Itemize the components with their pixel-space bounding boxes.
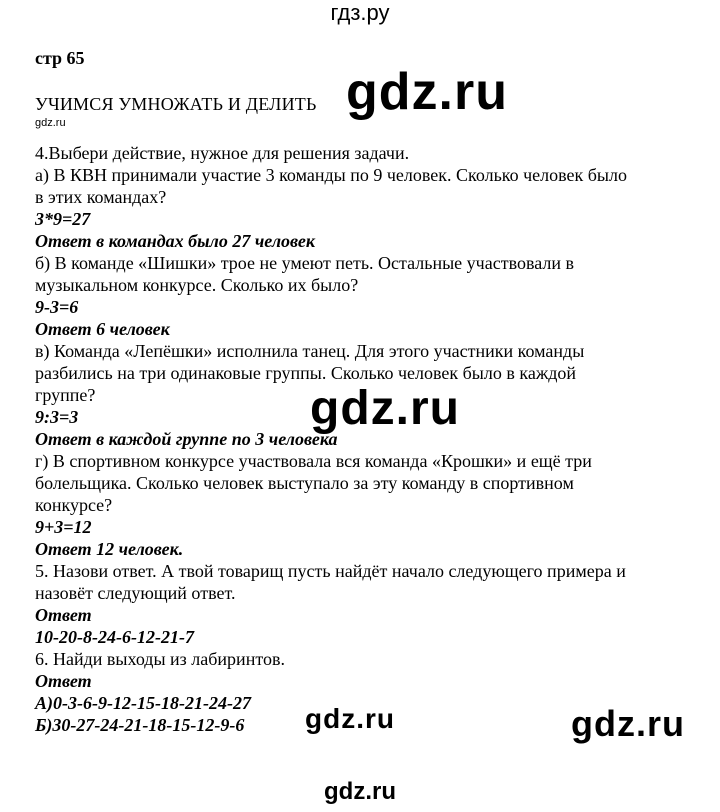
task4a-answer: Ответ в командах было 27 человек (35, 231, 315, 251)
task6-question: 6. Найди выходы из лабиринтов. (35, 649, 285, 669)
task4g-question: г) В спортивном конкурсе участвовала вся команда «Крошки» и ещё три (35, 451, 592, 471)
task4b-solution: 9-3=6 (35, 297, 79, 317)
task6-answer-b: Б)30-27-24-21-18-15-12-9-6 (35, 715, 245, 735)
task6-answer-a: А)0-3-6-9-12-15-18-21-24-27 (35, 693, 251, 713)
watermark-logo-middle: gdz.ru (310, 382, 460, 435)
watermark-logo-bottom-left: gdz.ru (305, 703, 395, 734)
task4b-question-cont: музыкальном конкурсе. Сколько их было? (35, 275, 359, 295)
task4v-answer: Ответ в каждой группе по 3 человека (35, 429, 338, 449)
watermark-logo-bottom-right: gdz.ru (571, 703, 685, 744)
task4g-answer: Ответ 12 человек. (35, 539, 184, 559)
task4a-solution: 3*9=27 (35, 209, 91, 229)
task4g-question-cont: болельщика. Сколько человек выступало за эту команду в спортивном (35, 473, 574, 493)
watermark-logo: gdz.ru (346, 63, 508, 121)
task5-answer: 10-20-8-24-6-12-21-7 (35, 627, 194, 647)
task4g-solution: 9+3=12 (35, 517, 92, 537)
section-title: УЧИМСЯ УМНОЖАТЬ И ДЕЛИТЬ (35, 94, 317, 114)
task4b-question: б) В команде «Шишки» трое не умеют петь. Остальные участвовали в (35, 253, 574, 273)
site-footer: gdz.ru (324, 778, 396, 805)
task5-answer-label: Ответ (35, 605, 92, 625)
site-header: гдз.ру (330, 0, 390, 25)
task5-question: 5. Назови ответ. А твой товарищ пусть найдёт начало следующего примера и (35, 561, 626, 581)
task4b-answer: Ответ 6 человек (35, 319, 170, 339)
task4-heading: 4.Выбери действие, нужное для решения задачи. (35, 143, 410, 163)
watermark-small: gdz.ru (35, 117, 66, 129)
task4a-question-cont: в этих командах? (35, 187, 167, 207)
task4v-solution: 9:3=3 (35, 407, 79, 427)
task4v-question-cont: разбились на три одинаковые группы. Сколько человек было в каждой (35, 363, 577, 383)
task4g-question-end: конкурсе? (35, 495, 113, 515)
task6-answer-label: Ответ (35, 671, 92, 691)
task5-question-cont: назовёт следующий ответ. (35, 583, 236, 603)
task4a-question: а) В КВН принимали участие 3 команды по 9 человек. Сколько человек было (35, 165, 628, 185)
task4v-question: в) Команда «Лепёшки» исполнила танец. Для этого участники команды (35, 341, 585, 361)
page-reference: стр 65 (35, 48, 85, 68)
task4v-question-end: группе? (35, 385, 96, 405)
